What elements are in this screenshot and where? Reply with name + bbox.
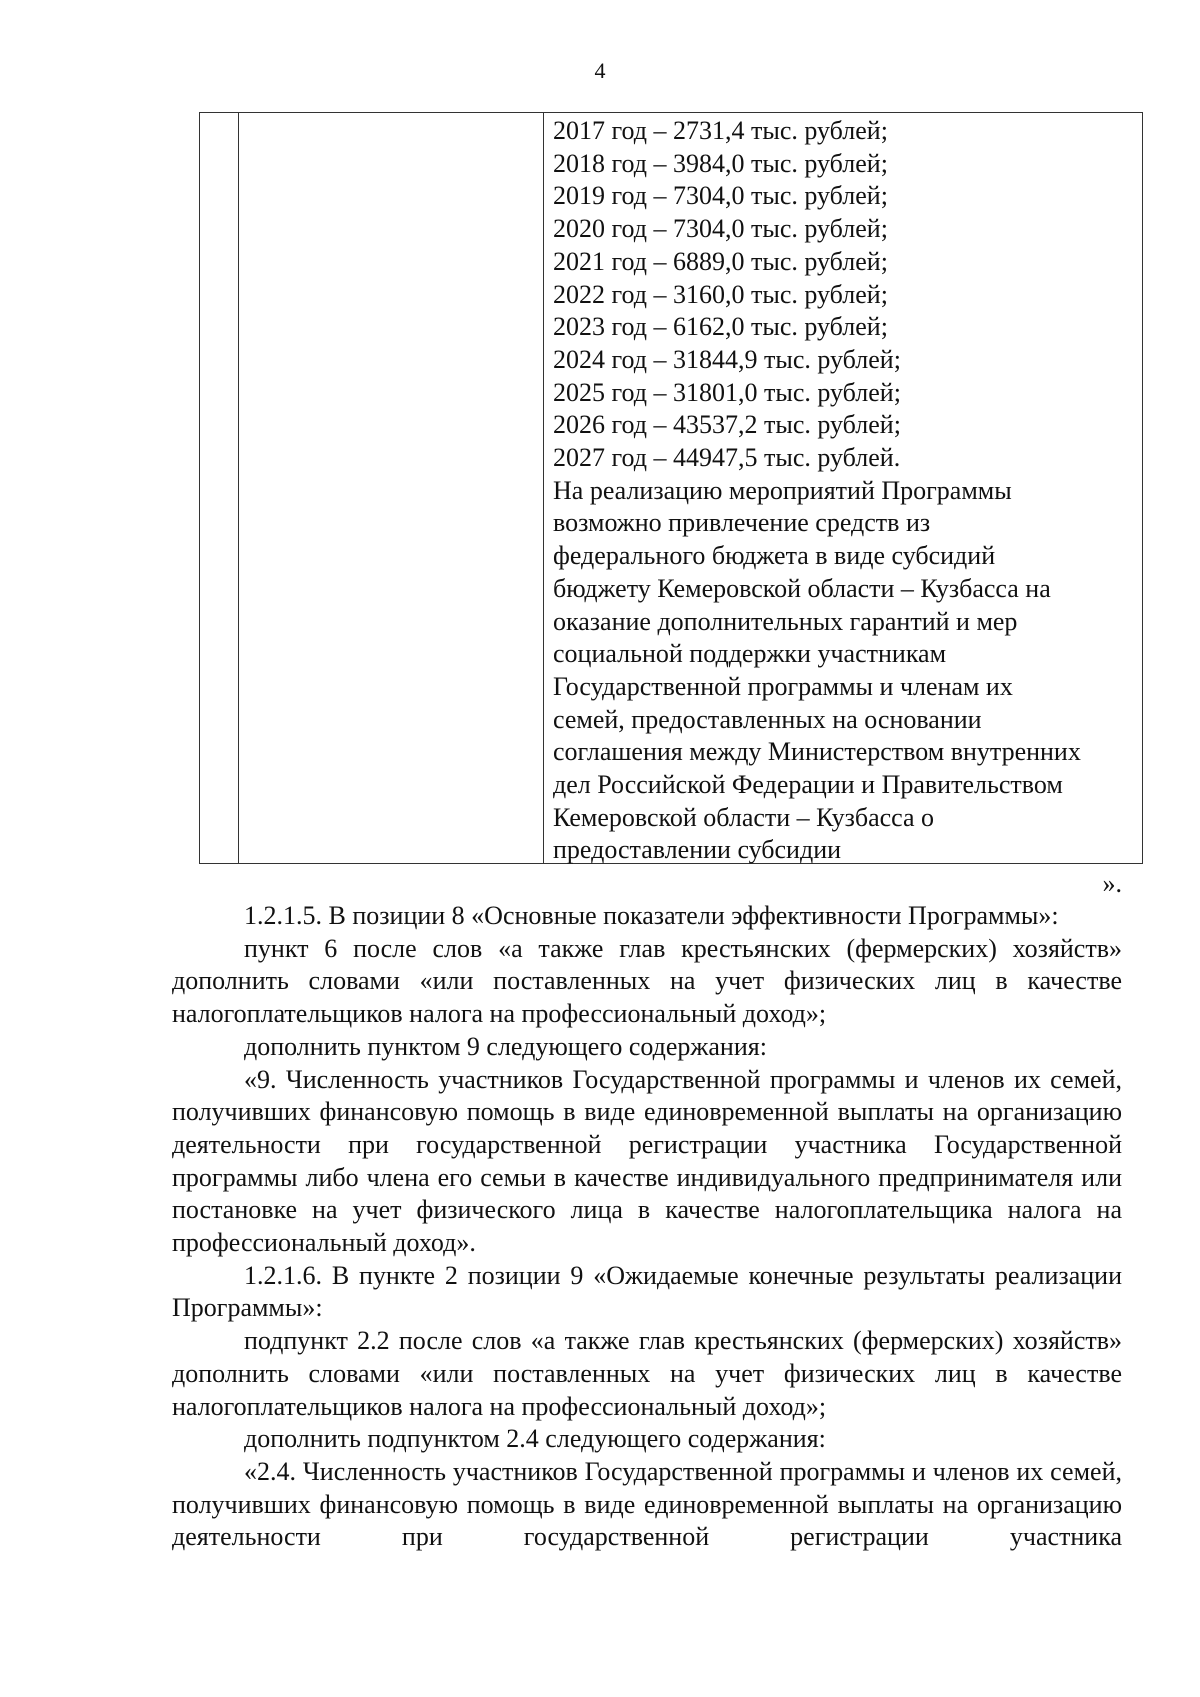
funding-line-2020: 2020 год – 7304,0 тыс. рублей; bbox=[553, 214, 888, 244]
funding-line-2022: 2022 год – 3160,0 тыс. рублей; bbox=[553, 279, 888, 309]
funding-note-line: соглашения между Министерством внутренних bbox=[553, 737, 1081, 767]
budget-table bbox=[199, 112, 1143, 864]
funding-note-line: оказание дополнительных гарантий и мер bbox=[553, 606, 1018, 636]
paragraph-1-2-1-6: 1.2.1.6. В пункте 2 позиции 9 «Ожидаемые конечные результаты реализации Программы»: bbox=[172, 1260, 1122, 1323]
funding-note-line: предоставлении субсидии bbox=[553, 835, 842, 865]
document-body bbox=[172, 900, 1122, 1554]
funding-cell bbox=[553, 115, 1138, 867]
funding-line-2019: 2019 год – 7304,0 тыс. рублей; bbox=[553, 181, 888, 211]
table-column-divider bbox=[543, 113, 544, 863]
paragraph-subitem-2-4-text: «2.4. Численность участников Государственной программы и членов их семей, получивших финансовую помощь в виде единовременной выплаты на организацию деятельности при государственной регистрации участника bbox=[172, 1456, 1122, 1552]
funding-line-2027: 2027 год – 44947,5 тыс. рублей. bbox=[553, 443, 901, 473]
funding-line-2025: 2025 год – 31801,0 тыс. рублей; bbox=[553, 377, 901, 407]
funding-note-line: Государственной программы и членам их bbox=[553, 671, 1013, 701]
funding-line-2017: 2017 год – 2731,4 тыс. рублей; bbox=[553, 116, 888, 145]
funding-note-line: На реализацию мероприятий Программы bbox=[553, 475, 1012, 505]
funding-note-line: возможно привлечение средств из bbox=[553, 508, 931, 538]
funding-line-2023: 2023 год – 6162,0 тыс. рублей; bbox=[553, 312, 888, 342]
paragraph-add-item-9: дополнить пунктом 9 следующего содержания: bbox=[244, 1031, 767, 1061]
funding-line-2024: 2024 год – 31844,9 тыс. рублей; bbox=[553, 344, 901, 374]
funding-line-2018: 2018 год – 3984,0 тыс. рублей; bbox=[553, 148, 888, 178]
funding-note-line: Кемеровской области – Кузбасса о bbox=[553, 802, 935, 832]
funding-note-line: социальной поддержки участникам bbox=[553, 639, 947, 669]
page-number: 4 bbox=[594, 58, 606, 83]
funding-note-line: федерального бюджета в виде субсидий bbox=[553, 541, 996, 571]
funding-note-line: семей, предоставленных на основании bbox=[553, 704, 982, 734]
funding-note-line: дел Российской Федерации и Правительством bbox=[553, 770, 1063, 800]
closing-quote: ». bbox=[1102, 869, 1122, 898]
paragraph-item-6: пункт 6 после слов «а также глав крестьянских (фермерских) хозяйств» дополнить словами «или поставленных на учет физических лиц в качестве налогоплательщиков налога на профессиональный доход»; bbox=[172, 933, 1122, 1029]
paragraph-item-9-text: «9. Численность участников Государственной программы и членов их семей, получивших финансовую помощь в виде единовременной выплаты на организацию деятельности при государственной регистрации участника Государственной программы либо члена его семьи в качестве индивидуального предпринимателя или постановке на учет физического лица в качестве налогоплательщика налога на профессиональный доход». bbox=[172, 1064, 1122, 1258]
paragraph-subitem-2-2: подпункт 2.2 после слов «а также глав крестьянских (фермерских) хозяйств» дополнить словами «или поставленных на учет физических лиц в качестве налогоплательщиков налога на профессиональный доход»; bbox=[172, 1326, 1122, 1421]
funding-line-2026: 2026 год – 43537,2 тыс. рублей; bbox=[553, 410, 901, 440]
table-column-divider bbox=[238, 113, 239, 863]
paragraph-1-2-1-5: 1.2.1.5. В позиции 8 «Основные показатели эффективности Программы»: bbox=[244, 901, 1059, 930]
funding-note-line: бюджету Кемеровской области – Кузбасса на bbox=[553, 573, 1051, 603]
funding-line-2021: 2021 год – 6889,0 тыс. рублей; bbox=[553, 246, 888, 276]
paragraph-add-subitem-2-4: дополнить подпунктом 2.4 следующего содержания: bbox=[244, 1424, 826, 1454]
